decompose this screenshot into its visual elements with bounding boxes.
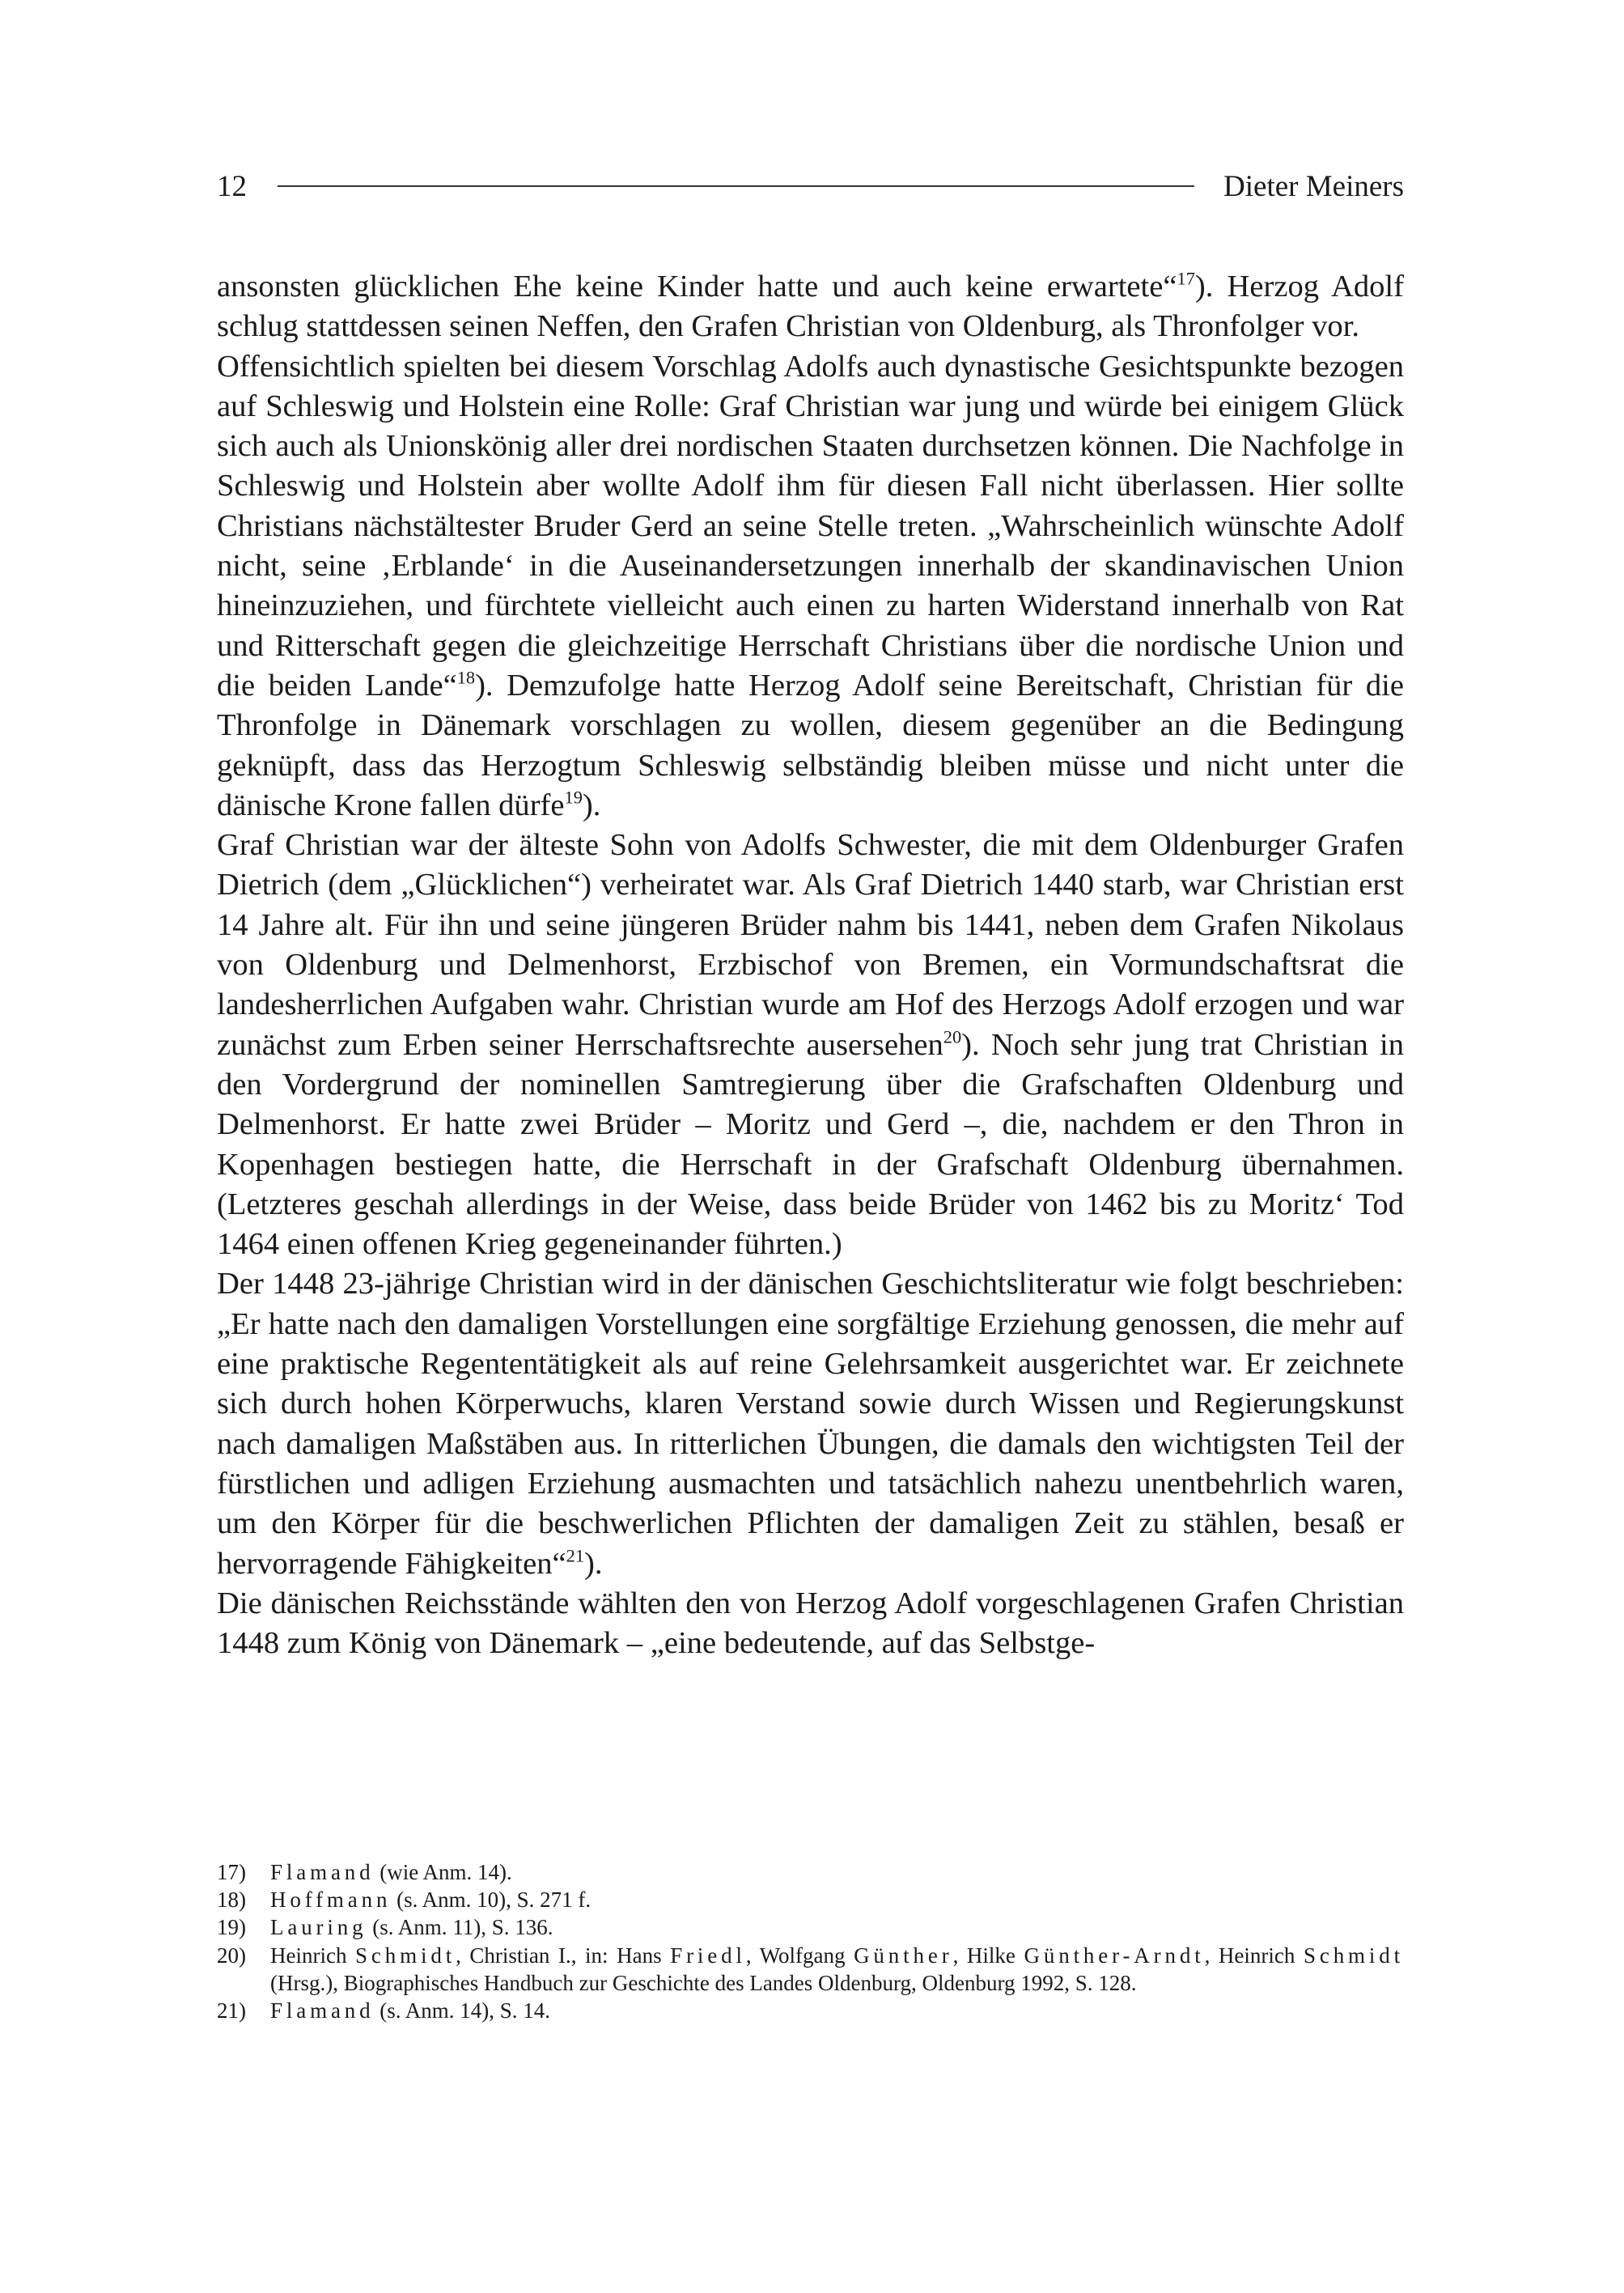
text-run: (s. Anm. 10), S. 271 f.: [391, 1887, 592, 1913]
running-head: [217, 163, 1404, 209]
footnotes: [217, 1858, 1404, 2024]
footnote-text: [270, 1913, 1404, 1941]
paragraph-4: [217, 1264, 1404, 1583]
footnote-text: [270, 1942, 1404, 1997]
author-name: Friedl: [670, 1943, 746, 1968]
text-run: ).: [582, 788, 601, 822]
footnote-ref-18: 18: [456, 667, 476, 688]
author-name: Hoffmann: [270, 1887, 392, 1913]
author-name: Schmidt: [1303, 1943, 1404, 1968]
text-run: Graf Christian war der älteste Sohn von Adolfs Schwester, die mit dem Oldenburger Grafen Dietrich (dem „Glücklichen“) verheiratet war. Als Graf Dietrich 1440 starb, war Christian erst 14 Jahre alt. Für ihn und seine jüngeren Brüder nahm bis 1441, neben dem Grafen Nikolaus von Oldenburg und Delmenhorst, Erzbischof von Bremen, ein Vormundschaftsrat die landesherrlichen Aufgaben wahr. Christian wurde am Hof des Herzogs Adolf erzogen und war zunächst zum Erben seiner Herrschaftsrechte ausersehen: [217, 828, 1404, 1062]
footnote-ref-21: 21: [566, 1544, 585, 1565]
paragraph-2: [217, 347, 1404, 826]
author-name: Flamand: [270, 1860, 375, 1884]
text-run: , Heinrich: [1204, 1943, 1304, 1968]
footnote-text: [270, 1997, 1404, 2024]
text-run: (s. Anm. 11), S. 136.: [367, 1915, 553, 1940]
text-run: ). Noch sehr jung trat Christian in den Vordergrund der nominellen Samtregierung über die Grafschaften Oldenburg und Delmenhorst. Er hatte zwei Brüder – Moritz und Gerd –, die, nachdem er den Thron in Kopenhagen bestiegen hatte, die Herrschaft in der Grafschaft Oldenburg übernahmen. (Letzteres geschah allerdings in der Weise, dass beide Brüder von 1462 bis zu Moritz‘ Tod 1464 einen offenen Krieg gegeneinander führten.): [217, 1027, 1405, 1262]
running-head-author: Dieter Meiners: [1223, 169, 1404, 203]
text-run: Heinrich: [270, 1943, 356, 1968]
text-run: (s. Anm. 14), S. 14.: [374, 1998, 551, 2023]
text-run: ansonsten glücklichen Ehe keine Kinder hatte und auch keine erwartete“: [217, 270, 1177, 304]
author-name: Schmidt: [355, 1943, 456, 1968]
paragraph-5: [217, 1584, 1404, 1664]
text-run: Die dänischen Reichsstände wählten den von Herzog Adolf vorgeschlagenen Grafen Christian 1448 zum König von Dänemark – „eine bedeutende, auf das Selbstge-: [217, 1586, 1404, 1661]
footnote-ref-20: 20: [943, 1026, 962, 1047]
footnote-number: 17): [217, 1860, 246, 1884]
footnote-21: [217, 1997, 1404, 2024]
footnote-number: 19): [217, 1915, 246, 1940]
text-run: ). Demzufolge hatte Herzog Adolf seine Bereitschaft, Christian für die Thronfolge in Dänemark vorschlagen zu wollen, diesem gegenüber an die Bedingung geknüpft, dass das Herzogtum Schleswig selbständig bleiben müsse und nicht unter die dänische Krone fallen dürfe: [217, 668, 1404, 822]
paragraph-3: [217, 826, 1404, 1264]
text-run: Der 1448 23-jährige Christian wird in der dänischen Geschichtsliteratur wie folgt beschrieben: „Er hatte nach den damaligen Vorstellungen eine sorgfältige Erziehung genossen, die mehr auf eine praktische Regententätigkeit als auf reine Gelehrsamkeit ausgerichtet war. Er zeichnete sich durch hohen Körperwuchs, klaren Verstand sowie durch Wissen und Regierungskunst nach damaligen Maßstäben aus. In ritterlichen Übungen, die damals den wichtigsten Teil der fürstlichen und adligen Erziehung ausmachten und tatsächlich nahezu unentbehrlich waren, um den Körper für die beschwerlichen Pflichten der damaligen Zeit zu stählen, besaß er hervorragende Fähigkeiten“: [217, 1267, 1404, 1581]
text-run: , Christian I., in: Hans: [456, 1943, 671, 1968]
text-run: , Hilke: [952, 1943, 1024, 1968]
page-number: 12: [217, 169, 247, 203]
paragraph-1: [217, 267, 1404, 347]
footnote-20: [217, 1942, 1404, 1997]
text-run: ). Herzog Adolf schlug stattdessen seinen Neffen, den Grafen Christian von Oldenburg, als Thronfolger vor.: [217, 270, 1404, 344]
footnote-17: [217, 1858, 1404, 1886]
footnote-18: [217, 1886, 1404, 1913]
footnote-number: 20): [217, 1943, 246, 1968]
text-run: (wie Anm. 14).: [374, 1860, 512, 1884]
text-run: ).: [584, 1546, 603, 1581]
author-name: Flamand: [270, 1998, 375, 2023]
footnote-ref-19: 19: [564, 787, 583, 808]
footnote-19: [217, 1913, 1404, 1941]
text-run: (Hrsg.), Biographisches Handbuch zur Geschichte des Landes Oldenburg, Oldenburg 1992, S. 128.: [270, 1970, 1137, 1995]
footnote-ref-17: 17: [1177, 268, 1195, 289]
footnote-text: [270, 1886, 1404, 1913]
body-text: [217, 267, 1404, 1663]
author-name: Günther-Arndt: [1024, 1943, 1205, 1968]
text-run: , Wolfgang: [745, 1943, 854, 1968]
author-name: Günther: [854, 1943, 953, 1968]
author-name: Lauring: [270, 1915, 367, 1940]
footnote-number: 18): [217, 1887, 246, 1913]
text-run: Offensichtlich spielten bei diesem Vorschlag Adolfs auch dynastische Gesichtspunkte bezogen auf Schleswig und Holstein eine Rolle: Graf Christian war jung und würde bei einigem Glück sich auch als Unionskönig aller drei nordischen Staaten durchsetzen können. Die Nachfolge in Schleswig und Holstein aber wollte Adolf ihm für diesen Fall nicht überlassen. Hier sollte Christians nächstältester Bruder Gerd an seine Stelle treten. „Wahrscheinlich wünschte Adolf nicht, seine ‚Erblande‘ in die Auseinandersetzungen innerhalb der skandinavischen Union hineinzuziehen, und fürchtete vielleicht auch einen zu harten Widerstand innerhalb von Rat und Ritterschaft gegen die gleichzeitige Herrschaft Christians über die nordische Union und die beiden Lande“: [217, 349, 1404, 703]
footnote-text: [270, 1858, 1404, 1886]
footnote-number: 21): [217, 1998, 246, 2023]
header-rule: [278, 185, 1194, 187]
